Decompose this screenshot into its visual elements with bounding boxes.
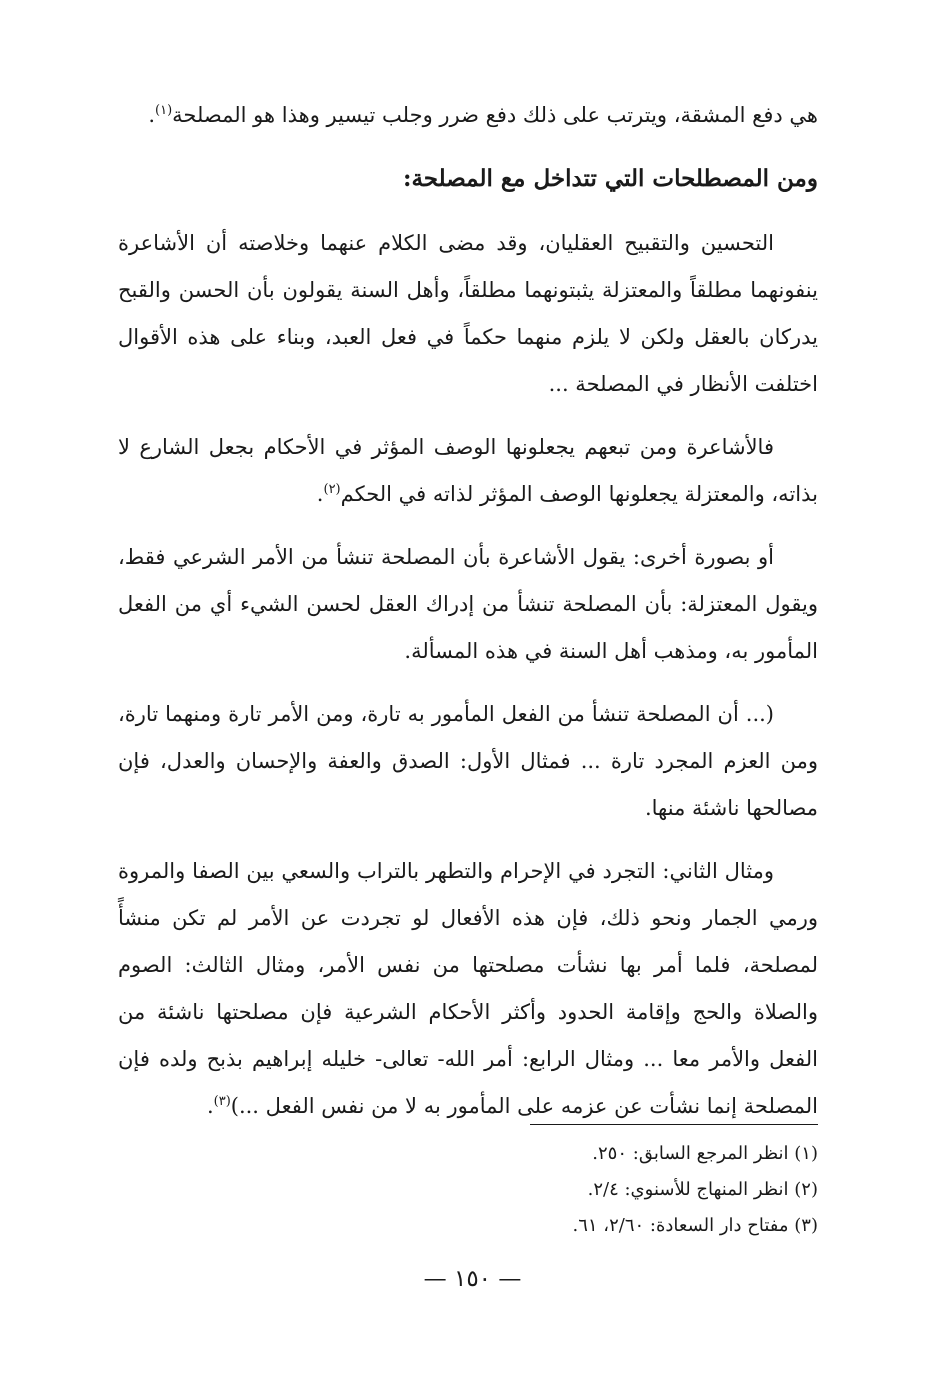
- footnote-ref-2: (٢): [323, 482, 341, 497]
- paragraph-ashaira: فالأشاعرة ومن تبعهم يجعلونها الوصف المؤثر في الأحكام بجعل الشارع لا بذاته، والمعتزلة يجعلونها الوصف المؤثر لذاته في الحكم$^{(٢)}$.: [118, 435, 818, 506]
- footnote-ref-3: (٣): [213, 1094, 231, 1109]
- paragraph-alternative: أو بصورة أخرى: يقول الأشاعرة بأن المصلحة تنشأ من الأمر الشرعي فقط، ويقول المعتزلة: بأن المصلحة تنشأ من إدراك العقل لحسن الشيء أي من الفعل المأمور به، ومذهب أهل السنة في هذه المسألة.: [118, 545, 818, 663]
- footnotes-section: [118, 1136, 818, 1244]
- page-number: — ١٥٠ —: [423, 1266, 522, 1292]
- paragraph-continuation: هي دفع المشقة، ويترتب على ذلك دفع ضرر وجلب تيسير وهذا هو المصلحة$^{(١)}$.: [148, 103, 818, 127]
- footnote-ref-1: (١): [155, 103, 173, 118]
- paragraph-text: فالأشاعرة ومن تبعهم يجعلونها الوصف المؤثر في الأحكام بجعل الشارع لا بذاته، والمعتزلة يجعلونها الوصف المؤثر لذاته في الحكم: [118, 435, 818, 506]
- paragraph-text: ومثال الثاني: التجرد في الإحرام والتطهر بالتراب والسعي بين الصفا والمروة ورمي الجمار ونحو ذلك، فإن هذه الأفعال لو تجردت عن الأمر لم تكن منشأً لمصلحة، فلما أمر بها نشأت مصلحتها من نفس الأمر، ومثال الثالث: الصوم والصلاة والحج وإقامة الحدود وأكثر الأحكام الشرعية فإن مصلحتها ناشئة من الفعل والأمر معا ... ومثال الرابع: أمر الله- تعالى- خليله إبراهيم بذبح ولده فإن المصلحة إنما نشأت عن عزمه على المأمور به لا من نفس الفعل ...): [118, 859, 818, 1118]
- paragraph-quote-start: (... أن المصلحة تنشأ من الفعل المأمور به تارة، ومن الأمر تارة ومنهما تارة، ومن العزم المجرد تارة ... فمثال الأول: الصدق والعفة والإحسان والعدل، فإن مصالحها ناشئة منها.: [118, 702, 818, 820]
- footnote-divider: [530, 1124, 818, 1125]
- paragraph-examples: ومثال الثاني: التجرد في الإحرام والتطهر بالتراب والسعي بين الصفا والمروة ورمي الجمار ونحو ذلك، فإن هذه الأفعال لو تجردت عن الأمر لم تكن منشأً لمصلحة، فلما أمر بها نشأت مصلحتها من نفس الأمر، ومثال الثالث: الصوم والصلاة والحج وإقامة الحدود وأكثر الأحكام الشرعية فإن مصلحتها ناشئة من الفعل والأمر معا ... ومثال الرابع: أمر الله- تعالى- خليله إبراهيم بذبح ولده فإن المصلحة إنما نشأت عن عزمه على المأمور به لا من نفس الفعل ...)$^{(٣)}$.: [118, 859, 818, 1118]
- page-body: [118, 92, 818, 1146]
- footnote-1: (١) انظر المرجع السابق: ٢٥٠.: [592, 1143, 818, 1164]
- section-heading: ومن المصطلحات التي تتداخل مع المصلحة:: [402, 165, 818, 192]
- paragraph-text: هي دفع المشقة، ويترتب على ذلك دفع ضرر وجلب تيسير وهذا هو المصلحة: [172, 103, 818, 127]
- footnote-2: (٢) انظر المنهاج للأسنوي: ٢/٤.: [587, 1179, 818, 1200]
- paragraph-tahsin: التحسين والتقبيح العقليان، وقد مضى الكلام عنهما وخلاصته أن الأشاعرة ينفونهما مطلقاً والمعتزلة يثبتونهما مطلقاً، وأهل السنة يقولون بأن الحسن والقبح يدركان بالعقل ولكن لا يلزم منهما حكماً في فعل العبد، وبناء على هذه الأقوال اختلفت الأنظار في المصلحة ...: [118, 231, 818, 396]
- footnote-3: (٣) مفتاح دار السعادة: ٢/٦٠، ٦١.: [572, 1215, 818, 1236]
